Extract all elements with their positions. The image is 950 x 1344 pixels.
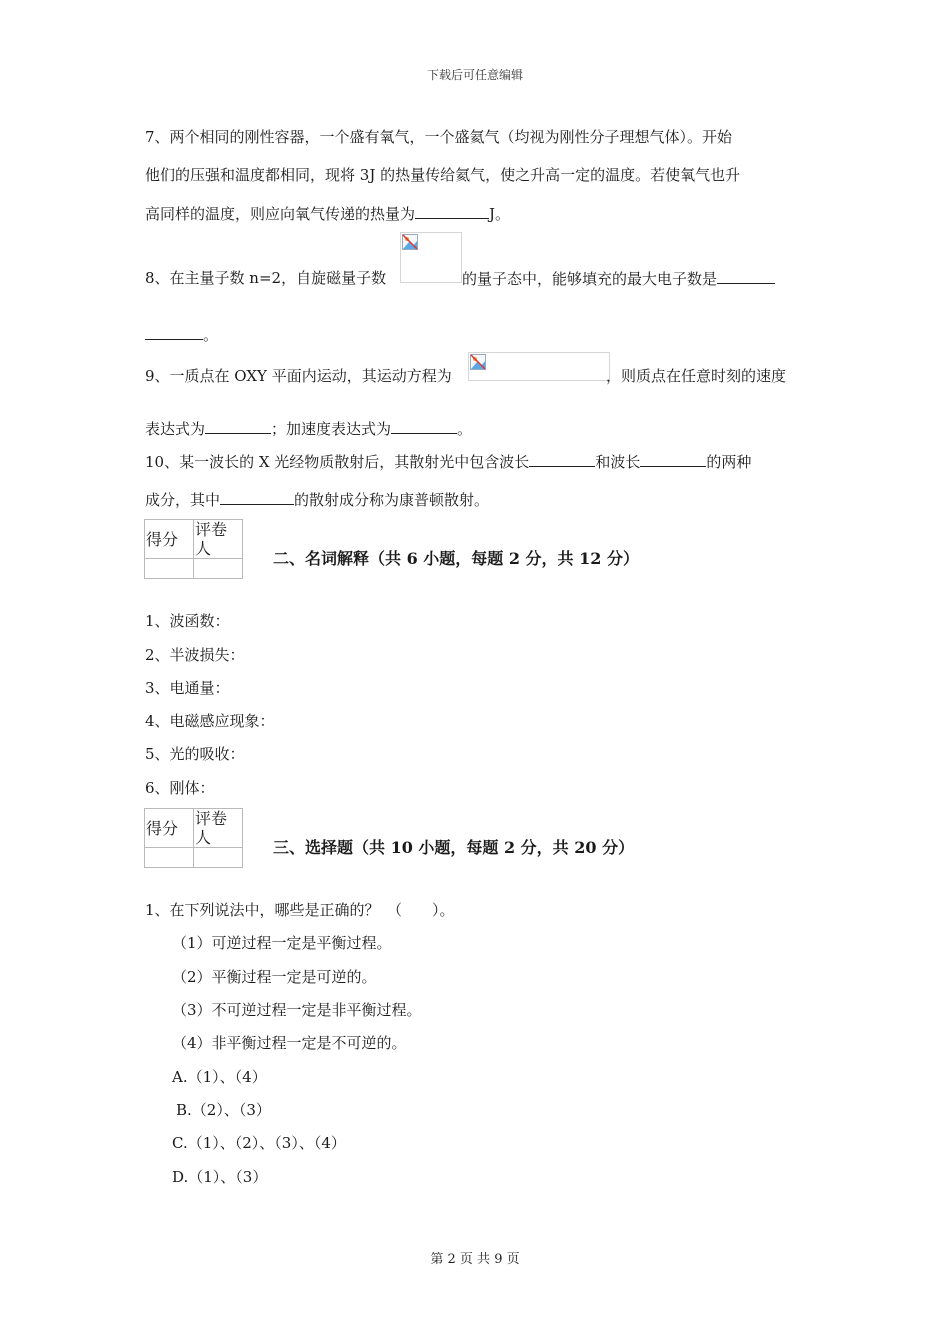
- option-b: B.（2）、（3）: [176, 1101, 271, 1119]
- score-table: [144, 808, 243, 868]
- option-a: A.（1）、（4）: [172, 1068, 267, 1086]
- answer-blank: [145, 324, 203, 340]
- score-cell: [145, 848, 194, 868]
- answer-blank: [220, 489, 294, 505]
- statement-item: （1）可逆过程一定是平衡过程。: [172, 934, 392, 952]
- q10-line2: [145, 489, 489, 510]
- statement-item: （2）平衡过程一定是可逆的。: [172, 968, 377, 986]
- statement-item: （4）非平衡过程一定是不可逆的。: [172, 1034, 407, 1052]
- option-d: D.（1）、（3）: [172, 1168, 268, 1186]
- q10-line1: [145, 451, 751, 472]
- formula-image-placeholder: [400, 232, 462, 283]
- page-number: 第 2 页 共 9 页: [430, 1252, 520, 1267]
- q9-velocity-label: 表达式为: [145, 420, 206, 438]
- option-c: C.（1）、（2）、（3）、（4）: [172, 1134, 346, 1152]
- grader-cell: [194, 848, 243, 868]
- q10-text-a: 10、某一波长的 X 光经物质散射后，其散射光中包含波长: [145, 453, 530, 471]
- answer-blank: [640, 451, 706, 467]
- grader-label: 评卷人: [194, 520, 243, 559]
- q7-line3: [145, 203, 510, 224]
- q7-line3-text: 高同样的温度，则应向氧气传递的热量为: [145, 205, 416, 223]
- list-item: 5、光的吸收：: [145, 745, 245, 763]
- q8-line2: [145, 324, 218, 345]
- score-cell: [145, 559, 194, 579]
- header-note: 下载后可任意编辑: [426, 68, 523, 82]
- list-item: 4、电磁感应现象：: [145, 712, 275, 730]
- section3-title: 三、选择题（共 10 小题，每题 2 分，共 20 分）: [273, 838, 635, 857]
- grader-label: 评卷人: [194, 809, 243, 848]
- list-item: 6、刚体：: [145, 779, 215, 797]
- q7-unit: J。: [489, 205, 511, 223]
- broken-image-icon: [470, 354, 486, 370]
- answer-blank: [391, 418, 457, 434]
- q7-line1: 7、两个相同的刚性容器，一个盛有氧气，一个盛氦气（均视为刚性分子理想气体）。开始: [145, 128, 733, 146]
- score-table: [144, 519, 243, 579]
- statement-item: （3）不可逆过程一定是非平衡过程。: [172, 1001, 422, 1019]
- score-label: 得分: [145, 520, 194, 559]
- answer-blank: [717, 268, 775, 284]
- q9-acceleration-label: ；加速度表达式为: [271, 420, 392, 438]
- grader-cell: [194, 559, 243, 579]
- q9-end: 。: [457, 420, 473, 438]
- q9-line1-after: ，则质点在任意时刻的速度: [606, 367, 787, 385]
- q10-text-d: 成分，其中: [145, 491, 221, 509]
- equation-image-placeholder: [468, 352, 610, 381]
- section2-title: 二、名词解释（共 6 小题，每题 2 分，共 12 分）: [273, 549, 639, 568]
- q8-end: 。: [203, 326, 219, 344]
- q8-line1-after: [462, 268, 775, 289]
- q7-line2: 他们的压强和温度都相同，现将 3J 的热量传给氦气，使之升高一定的温度。若使氧气也升: [145, 166, 741, 184]
- answer-blank: [415, 203, 489, 219]
- list-item: 2、半波损失：: [145, 646, 245, 664]
- q9-line1-before: 9、一质点在 OXY 平面内运动，其运动方程为: [145, 367, 452, 385]
- q8-line1-before: 8、在主量子数 n=2，自旋磁量子数: [145, 269, 387, 287]
- list-item: 3、电通量：: [145, 679, 230, 697]
- score-label: 得分: [145, 809, 194, 848]
- broken-image-icon: [402, 234, 418, 250]
- list-item: 1、波函数：: [145, 612, 230, 630]
- mc-question-stem: 1、在下列说法中，哪些是正确的？ （ ）。: [145, 901, 455, 919]
- answer-blank: [205, 418, 271, 434]
- q10-text-e: 的散射成分称为康普顿散射。: [294, 491, 490, 509]
- q10-text-c: 的两种: [706, 453, 752, 471]
- q9-line2: [145, 418, 472, 439]
- answer-blank: [529, 451, 595, 467]
- q10-text-b: 和波长: [595, 453, 641, 471]
- q8-text: 的量子态中，能够填充的最大电子数是: [462, 270, 718, 288]
